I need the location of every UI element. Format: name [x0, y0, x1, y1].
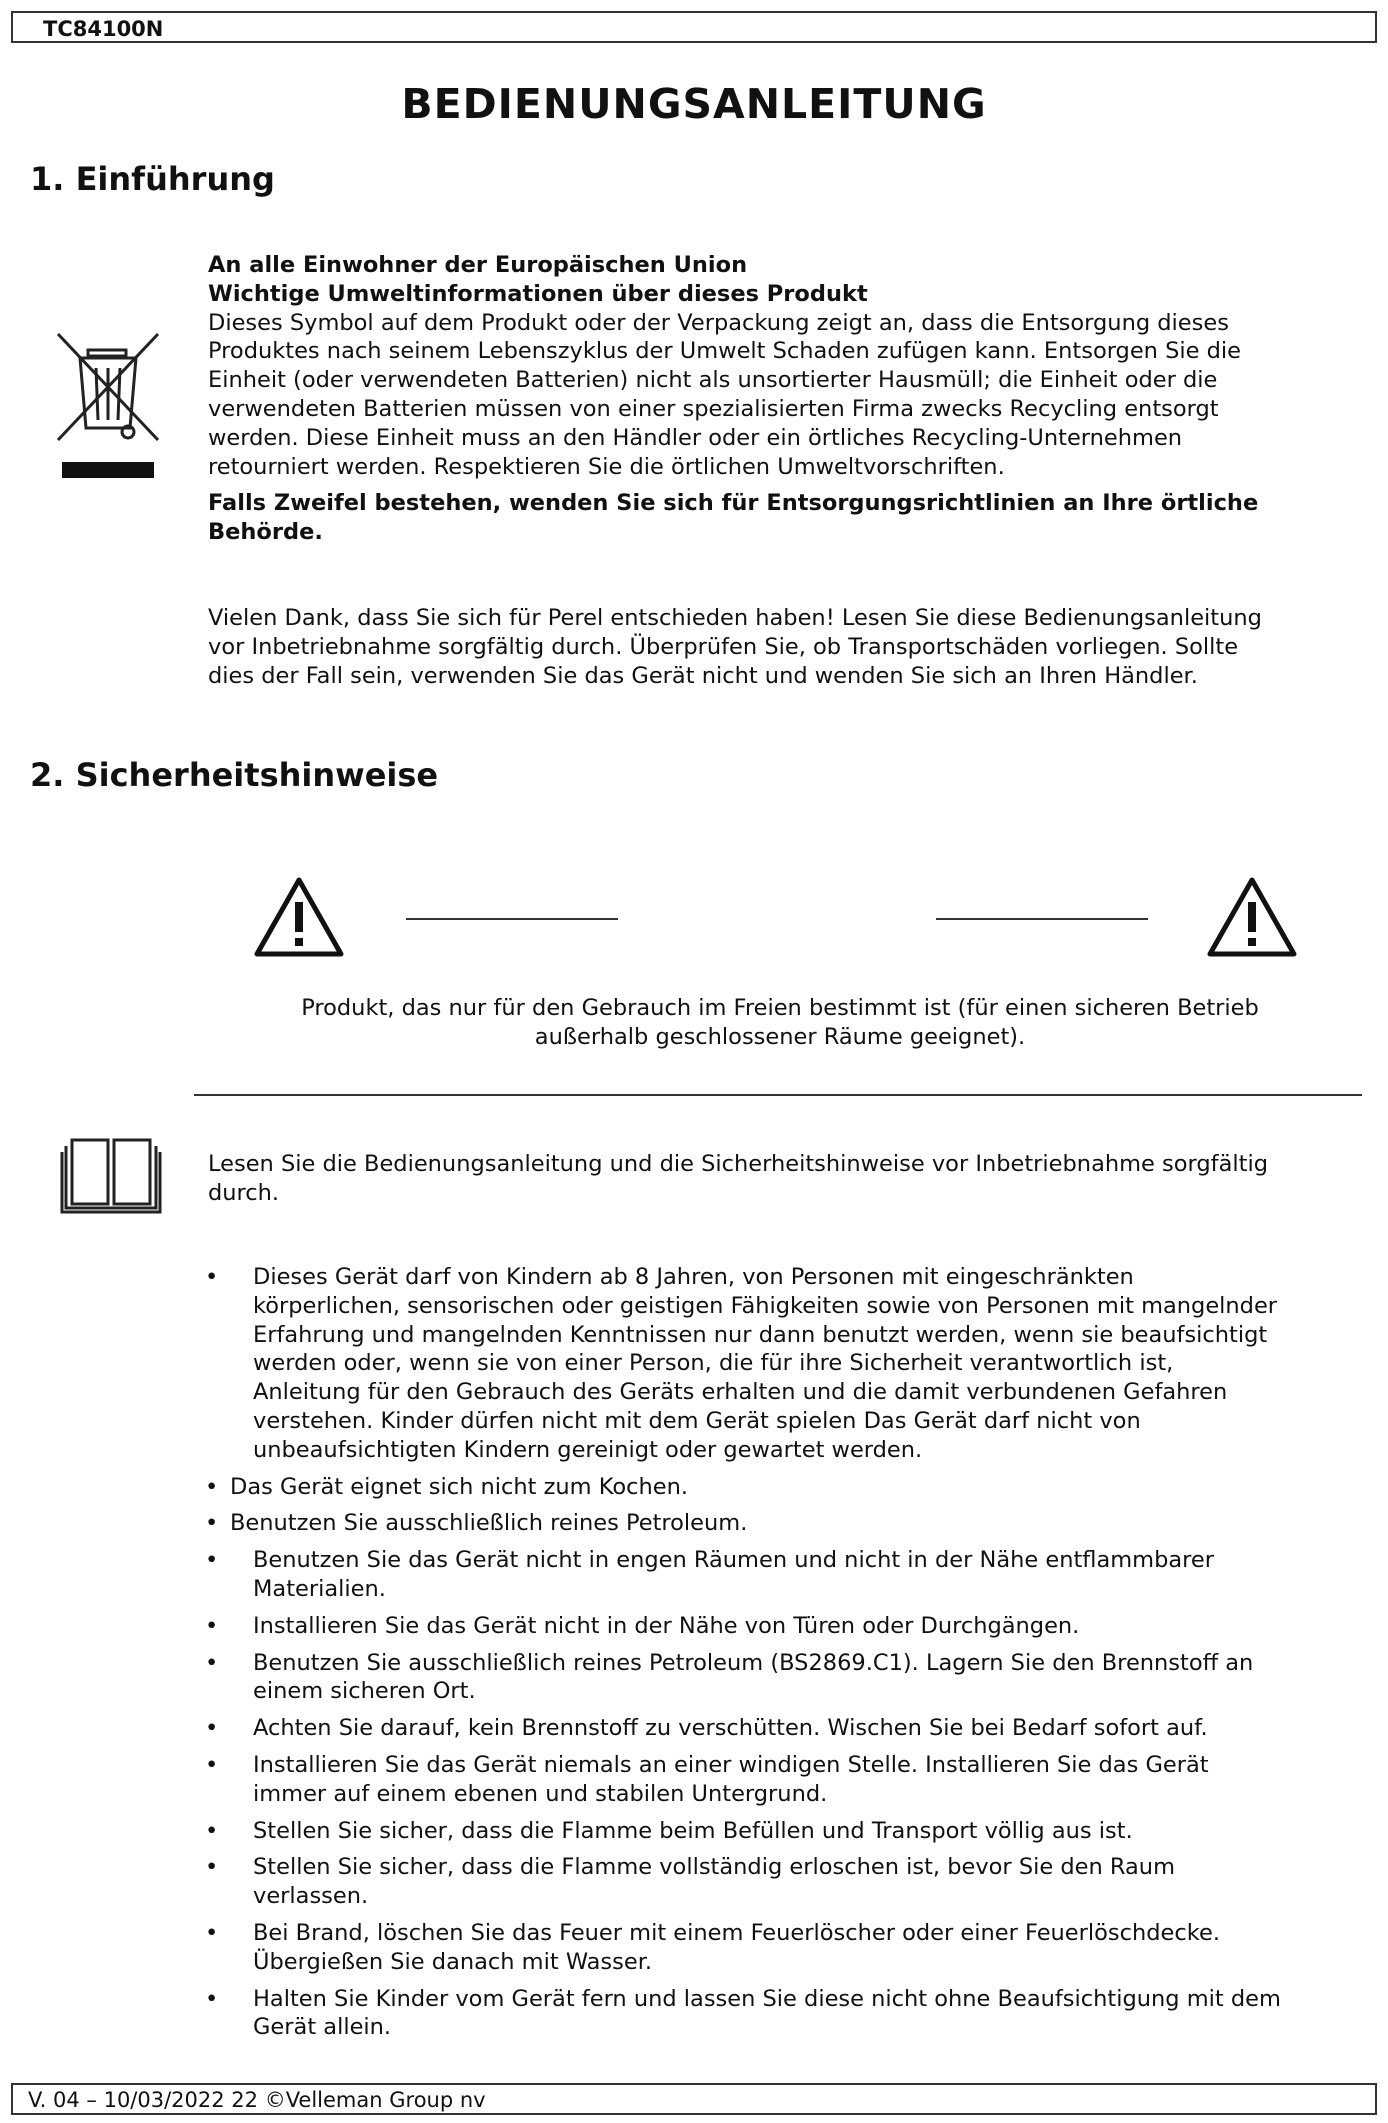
bullet-line: Anleitung für den Gebrauch des Geräts erhalten und die damit verbundenen Gefahren — [253, 1379, 1228, 1406]
manual-book-icon — [58, 1132, 164, 1216]
outdoor-use-note — [190, 994, 1370, 1052]
list-item — [205, 1817, 1355, 1846]
bullet-mark: • — [205, 1751, 219, 1778]
bullet-mark: • — [205, 1612, 219, 1639]
bullet-line: werden oder, wenn sie von einer Person, die für ihre Sicherheit verantwortlich ist, — [253, 1350, 1174, 1377]
list-item — [205, 1714, 1355, 1743]
bullet-line: verstehen. Kinder dürfen nicht mit dem Gerät spielen Das Gerät darf nicht von — [253, 1407, 1141, 1434]
manual-note-line: durch. — [208, 1179, 280, 1206]
bullet-line: immer auf einem ebenen und stabilen Untergrund. — [253, 1780, 828, 1807]
bullet-line: Erfahrung und mangelnden Kenntnissen nur dann benutzt werden, wenn sie beaufsichtigt — [253, 1321, 1268, 1348]
safety-bullet-list — [205, 1263, 1355, 2050]
bullet-line: einem sicheren Ort. — [253, 1678, 476, 1705]
bullet-line: Materialien. — [253, 1575, 386, 1602]
eu-notice-line: verwendeten Batterien müssen von einer spezialisierten Firma zwecks Recycling entsorgt — [208, 395, 1219, 422]
bullet-line: unbeaufsichtigten Kindern gereinigt oder gewartet werden. — [253, 1436, 923, 1463]
bullet-line: körperlichen, sensorischen oder geistigen Fähigkeiten sowie von Personen mit mangelnder — [253, 1292, 1278, 1319]
thanks-line: vor Inbetriebnahme sorgfältig durch. Überprüfen Sie, ob Transportschäden vorliegen. Sollte — [208, 633, 1239, 660]
footer-text: V. 04 – 10/03/2022 22 ©Velleman Group nv — [28, 2088, 486, 2112]
bullet-mark: • — [205, 1817, 219, 1844]
warning-triangle-icon — [253, 876, 345, 958]
document-title: BEDIENUNGSANLEITUNG — [401, 80, 987, 128]
bullet-mark: • — [205, 1919, 219, 1946]
footer-bar — [11, 2083, 1377, 2115]
manual-note — [208, 1150, 1368, 1208]
bullet-line: Benutzen Sie ausschließlich reines Petroleum. — [230, 1510, 748, 1537]
warning-triangle-icon — [1206, 876, 1298, 958]
eu-notice-subtitle: Wichtige Umweltinformationen über dieses Produkt — [208, 280, 868, 307]
blank-line-right — [936, 918, 1148, 920]
thanks-paragraph — [208, 604, 1368, 690]
header-bar — [11, 11, 1377, 43]
eu-notice-title: An alle Einwohner der Europäischen Union — [208, 252, 748, 278]
bullet-line: Übergießen Sie danach mit Wasser. — [253, 1948, 653, 1975]
bullet-line: Stellen Sie sicher, dass die Flamme beim Befüllen und Transport völlig aus ist. — [253, 1817, 1133, 1844]
outdoor-note-line: außerhalb geschlossener Räume geeignet). — [534, 1023, 1026, 1050]
list-item — [205, 1985, 1355, 2043]
bullet-line: Gerät allein. — [253, 2014, 392, 2041]
bullet-line: verlassen. — [253, 1883, 369, 1910]
bullet-line: Benutzen Sie das Gerät nicht in engen Räumen und nicht in der Nähe entflammbarer — [253, 1547, 1215, 1574]
list-item — [205, 1919, 1355, 1977]
list-item — [205, 1649, 1355, 1707]
list-item — [205, 1853, 1355, 1911]
bullet-line: Benutzen Sie ausschließlich reines Petroleum (BS2869.C1). Lagern Sie den Brennstoff an — [253, 1649, 1254, 1676]
weee-bin-icon — [52, 328, 164, 480]
list-item — [205, 1473, 1355, 1502]
bullet-mark: • — [205, 1547, 219, 1574]
bullet-mark: • — [205, 1649, 219, 1676]
bullet-line: Das Gerät eignet sich nicht zum Kochen. — [230, 1473, 689, 1500]
bullet-line: Halten Sie Kinder vom Gerät fern und lassen Sie diese nicht ohne Beaufsichtigung mit dem — [253, 1985, 1281, 2012]
model-number: TC84100N — [43, 17, 164, 41]
list-item — [205, 1546, 1355, 1604]
eu-notice-line: werden. Diese Einheit muss an den Händler oder ein örtliches Recycling-Unternehmen — [208, 424, 1183, 451]
bullet-line: Dieses Gerät darf von Kindern ab 8 Jahren, von Personen mit eingeschränkten — [253, 1264, 1134, 1290]
bullet-line: Stellen Sie sicher, dass die Flamme vollständig erloschen ist, bevor Sie den Raum — [253, 1854, 1175, 1881]
bullet-mark: • — [205, 1264, 219, 1290]
eu-notice-line: Einheit (oder verwendeten Batterien) nicht als unsortierter Hausmüll; die Einheit oder die — [208, 367, 1218, 394]
section-1-heading: 1. Einführung — [30, 160, 275, 198]
list-item — [205, 1612, 1355, 1641]
section-2-heading: 2. Sicherheitshinweise — [30, 756, 439, 794]
list-item — [205, 1509, 1355, 1538]
bullet-line: Achten Sie darauf, kein Brennstoff zu verschütten. Wischen Sie bei Bedarf sofort auf. — [253, 1715, 1208, 1742]
list-item — [205, 1751, 1355, 1809]
eu-notice-line: Dieses Symbol auf dem Produkt oder der Verpackung zeigt an, dass die Entsorgung dieses — [208, 309, 1229, 336]
bullet-line: Bei Brand, löschen Sie das Feuer mit einem Feuerlöscher oder einer Feuerlöschdecke. — [253, 1919, 1220, 1946]
eu-notice — [208, 251, 1368, 547]
thanks-line: dies der Fall sein, verwenden Sie das Gerät nicht und wenden Sie sich an Ihren Händler. — [208, 662, 1198, 689]
eu-notice-bold-line: Behörde. — [208, 519, 323, 546]
outdoor-note-line: Produkt, das nur für den Gebrauch im Freien bestimmt ist (für einen sicheren Betrieb — [301, 995, 1259, 1021]
manual-note-line: Lesen Sie die Bedienungsanleitung und die Sicherheitshinweise vor Inbetriebnahme sorgfältig — [208, 1151, 1268, 1177]
blank-line-left — [406, 918, 618, 920]
divider — [194, 1094, 1362, 1096]
bullet-mark: • — [205, 1510, 219, 1537]
bullet-mark: • — [205, 1473, 219, 1500]
list-item — [205, 1263, 1355, 1465]
bullet-line: Installieren Sie das Gerät niemals an einer windigen Stelle. Installieren Sie das Gerät — [253, 1751, 1209, 1778]
bullet-mark: • — [205, 1715, 219, 1742]
bullet-line: Installieren Sie das Gerät nicht in der Nähe von Türen oder Durchgängen. — [253, 1612, 1080, 1639]
eu-notice-bold-line: Falls Zweifel bestehen, wenden Sie sich für Entsorgungsrichtlinien an Ihre örtliche — [208, 490, 1259, 517]
eu-notice-line: Produktes nach seinem Lebenszyklus der Umwelt Schaden zufügen kann. Entsorgen Sie die — [208, 338, 1242, 365]
bullet-mark: • — [205, 1854, 219, 1881]
thanks-line: Vielen Dank, dass Sie sich für Perel entschieden haben! Lesen Sie diese Bedienungsanleitung — [208, 605, 1262, 631]
eu-notice-line: retourniert werden. Respektieren Sie die örtlichen Umweltvorschriften. — [208, 453, 1005, 480]
bullet-mark: • — [205, 1985, 219, 2012]
